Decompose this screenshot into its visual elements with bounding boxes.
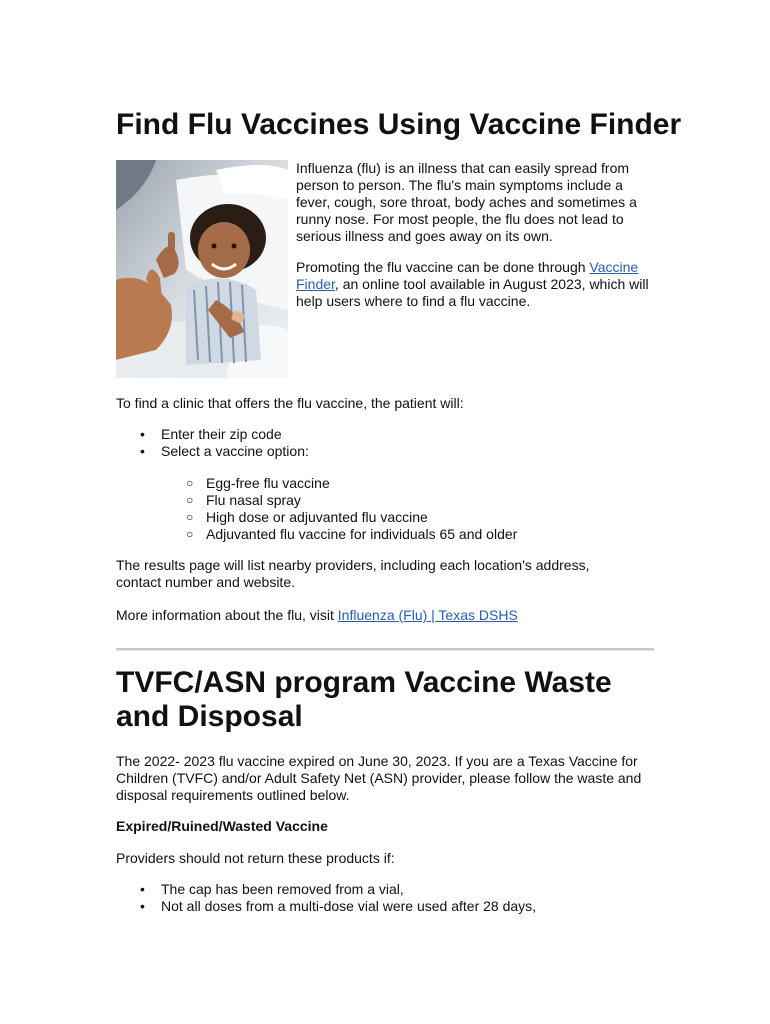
find-clinic-paragraph: To find a clinic that offers the flu vaccine, the patient will: [116, 395, 464, 411]
vaccine-options-list [116, 475, 517, 543]
child-vaccination-photo [116, 160, 288, 378]
bullet-icon: • [140, 881, 145, 897]
list-item: ○ Egg-free flu vaccine [186, 475, 330, 491]
intro-paragraph-2 [296, 259, 656, 310]
circle-bullet-icon: ○ [186, 476, 194, 490]
expired-paragraph: The 2022- 2023 flu vaccine expired on June 30, 2023. If you are a Texas Vaccine for Children (TVFC) and/or Adult Safety Net (ASN) provider, please follow the waste and disposal requirements outlined below. [116, 753, 642, 803]
intro-text [296, 160, 656, 324]
bullet-icon: • [140, 426, 145, 442]
intro-p2-text: Promoting the flu vaccine can be done through [296, 259, 590, 275]
section-divider [116, 648, 654, 651]
texas-dshs-flu-link[interactable]: Influenza (Flu) | Texas DSHS [337, 607, 518, 623]
list-item: • The cap has been removed from a vial, [140, 881, 404, 897]
bullet-icon: • [140, 443, 145, 459]
conditions-list [116, 881, 536, 915]
list-item: • Enter their zip code [140, 426, 282, 442]
circle-bullet-icon: ○ [186, 510, 194, 524]
list-item: ○ Flu nasal spray [186, 492, 301, 508]
section-title-waste-disposal: TVFC/ASN program Vaccine Waste and Disposal [116, 666, 612, 733]
list-item: ○ High dose or adjuvanted flu vaccine [186, 509, 428, 525]
more-info-text: More information about the flu, visit [116, 607, 338, 623]
section-title-vaccine-finder: Find Flu Vaccines Using Vaccine Finder [116, 108, 682, 141]
providers-paragraph: Providers should not return these products if: [116, 850, 395, 866]
list-item: ○ Adjuvanted flu vaccine for individuals 65 and older [186, 526, 518, 542]
intro-p2-text-after: , an online tool available in August 2023, which will help users where to find a flu vaccine. [296, 276, 649, 309]
list-item: • Select a vaccine option: [140, 443, 309, 459]
steps-list [116, 426, 309, 460]
list-item: • Not all doses from a multi-dose vial were used after 28 days, [140, 898, 537, 914]
intro-paragraph-1: Influenza (flu) is an illness that can easily spread from person to person. The flu's main symptoms include a fever, cough, sore throat, body aches and sometimes a runny nose. For most people, the flu does not lead to serious illness and goes away on its own. [296, 160, 637, 244]
results-paragraph: The results page will list nearby providers, including each location's address, contact number and website. [116, 557, 590, 590]
vaccine-finder-link[interactable]: Vaccine Finder [296, 259, 639, 292]
circle-bullet-icon: ○ [186, 527, 194, 541]
circle-bullet-icon: ○ [186, 493, 194, 507]
bullet-icon: • [140, 898, 145, 914]
subheading-expired-vaccine: Expired/Ruined/Wasted Vaccine [116, 818, 328, 834]
more-info-paragraph [116, 607, 656, 624]
